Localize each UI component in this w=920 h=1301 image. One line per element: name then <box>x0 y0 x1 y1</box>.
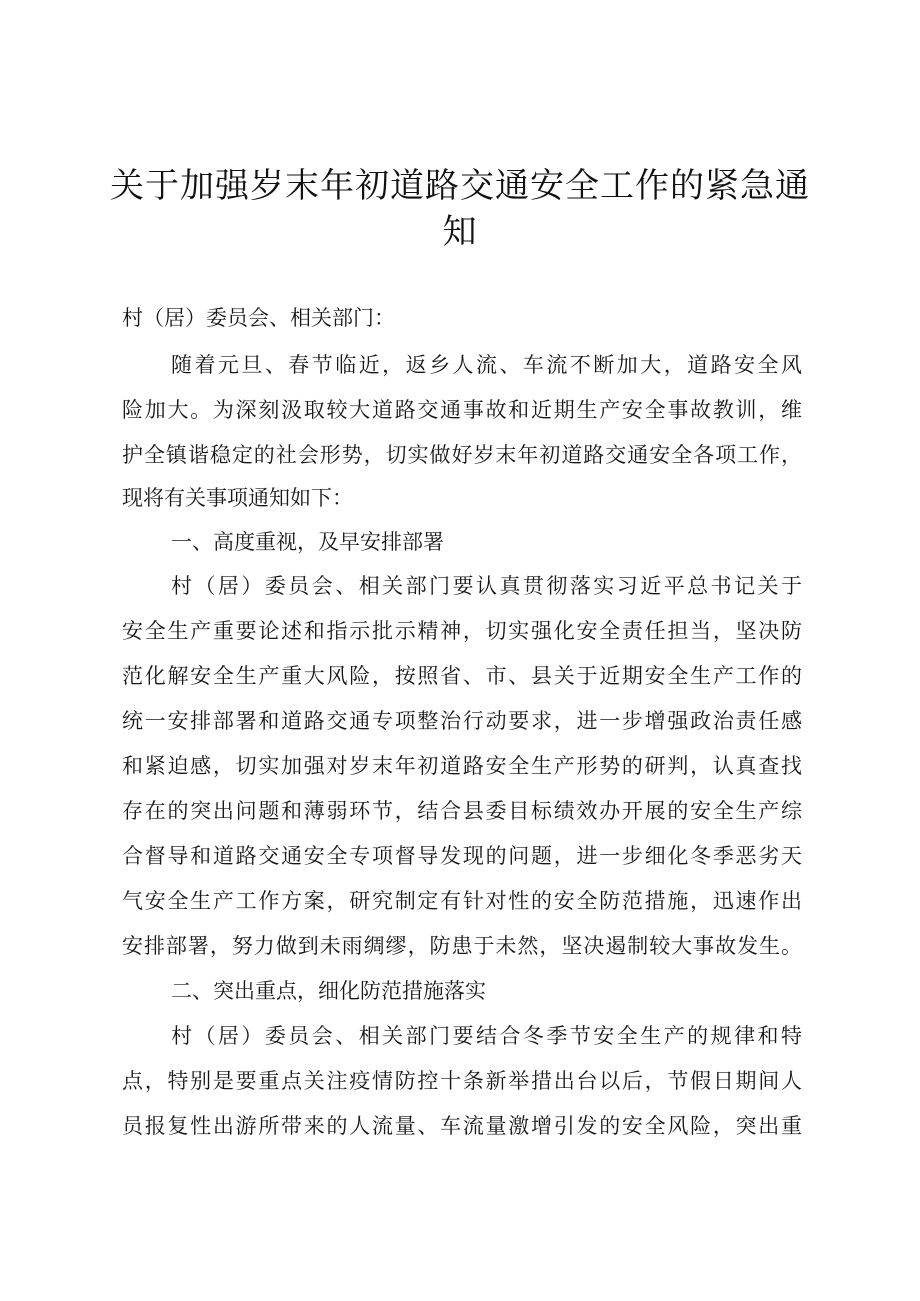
paragraph-line: 村（居）委员会、相关部门要认真贯彻落实习近平总书记关于 <box>171 574 802 598</box>
paragraph-line: 安排部署，努力做到未雨绸缪，防患于未然，坚决遏制较大事故发生。 <box>122 934 802 958</box>
paragraph-line: 点，特别是要重点关注疫情防控十条新举措出台以后，节假日期间人 <box>122 1069 802 1093</box>
paragraph-line: 村（居）委员会、相关部门要结合冬季节安全生产的规律和特 <box>171 1024 802 1048</box>
paragraph-line: 统一安排部署和道路交通专项整治行动要求，进一步增强政治责任感 <box>122 709 802 733</box>
paragraph-line: 存在的突出问题和薄弱环节，结合县委目标绩效办开展的安全生产综 <box>122 799 802 823</box>
paragraph-line: 员报复性出游所带来的人流量、车流量激增引发的安全风险，突出重 <box>122 1114 802 1138</box>
paragraph-line: 合督导和道路交通安全专项督导发现的问题，进一步细化冬季恶劣天 <box>122 844 802 868</box>
paragraph-line: 气安全生产工作方案，研究制定有针对性的安全防范措施，迅速作出 <box>122 889 802 913</box>
paragraph-line: 随着元旦、春节临近，返乡人流、车流不断加大，道路安全风 <box>171 353 802 377</box>
document-title-line-1: 关于加强岁末年初道路交通安全工作的紧急通 <box>110 166 810 206</box>
document-title-line-2: 知 <box>442 212 478 252</box>
paragraph-line: 安全生产重要论述和指示批示精神，切实强化安全责任担当，坚决防 <box>122 619 802 643</box>
paragraph-line: 现将有关事项通知如下： <box>122 486 353 510</box>
paragraph-line: 和紧迫感，切实加强对岁末年初道路安全生产形势的研判，认真查找 <box>122 754 802 778</box>
section-heading: 一、高度重视，及早安排部署 <box>171 530 444 554</box>
section-heading: 二、突出重点，细化防范措施落实 <box>171 979 486 1003</box>
paragraph-line: 护全镇谐稳定的社会形势，切实做好岁末年初道路交通安全各项工作， <box>122 443 802 467</box>
paragraph-line: 险加大。为深刻汲取较大道路交通事故和近期生产安全事故教训，维 <box>122 398 802 422</box>
paragraph-line: 范化解安全生产重大风险，按照省、市、县关于近期安全生产工作的 <box>122 664 802 688</box>
salutation: 村（居）委员会、相关部门： <box>122 306 395 330</box>
